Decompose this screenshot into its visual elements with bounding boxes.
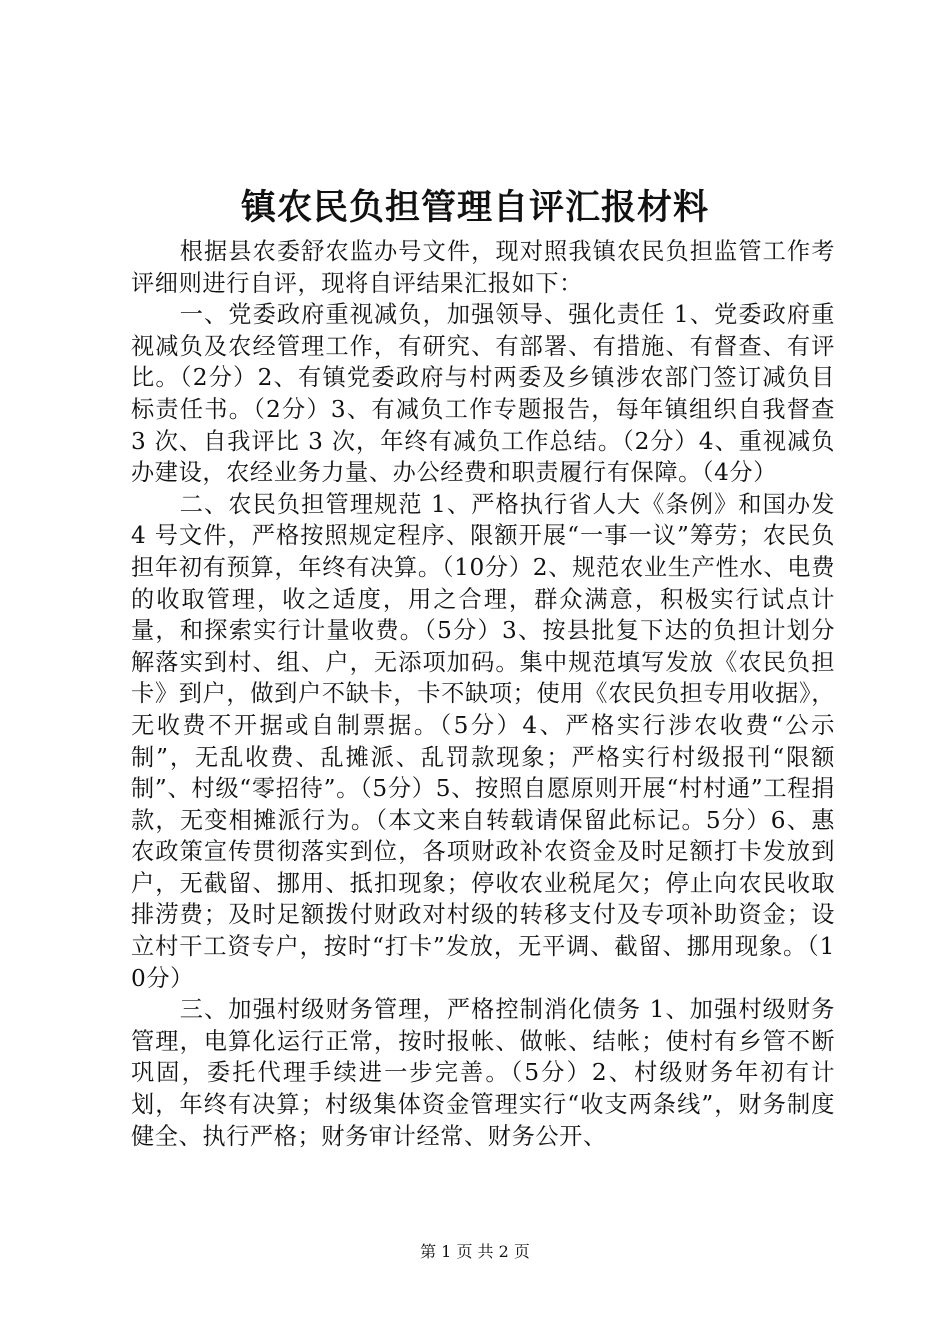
paragraph-section-1: 一、党委政府重视减负，加强领导、强化责任 1、党委政府重视减负及农经管理工作，有研究、有部署、有措施、有督查、有评比。（2分）2、有镇党委政府与村两委及乡镇涉农部门签订减负目标责任书。（2分）3、有减负工作专题报告，每年镇组织自我督查 3 次、自我评比 3 次，年终有减负工作总结。（2分）4、重视减负办建设，农经业务力量、办公经费和职责履行有保障。（4分） <box>131 301 835 487</box>
page-footer: 第 1 页 共 2 页 <box>420 1242 530 1261</box>
paragraph-intro: 根据县农委舒农监办号文件，现对照我镇农民负担监管工作考评细则进行自评，现将自评结果汇报如下： <box>131 238 835 297</box>
paragraph-section-2: 二、农民负担管理规范 1、严格执行省人大《条例》和国办发 4 号文件，严格按照规定程序、限额开展“一事一议”筹劳；农民负担年初有预算，年终有决算。（10分）2、规范农业生产性水、电费的收取管理，收之适度，用之合理，群众满意，积极实行试点计量，和探索实行计量收费。（5分）3、按县批复下达的负担计划分解落实到村、组、户，无添项加码。集中规范填写发放《农民负担卡》到户，做到户不缺卡，卡不缺项；使用《农民负担专用收据》，无收费不开据或自制票据。（5分）4、严格实行涉农收费“公示制”，无乱收费、乱摊派、乱罚款现象；严格实行村级报刊“限额制”、村级“零招待”。（5分）5、按照自愿原则开展“村村通”工程捐款，无变相摊派行为。（本文来自转载请保留此标记。5分）6、惠农政策宣传贯彻落实到位，各项财政补农资金及时足额打卡发放到户，无截留、挪用、抵扣现象；停收农业税尾欠；停止向农民收取排涝费；及时足额拨付财政对村级的转移支付及专项补助资金；设立村干工资专户，按时“打卡”发放，无平调、截留、挪用现象。（10分） <box>131 490 835 992</box>
paragraph-section-3: 三、加强村级财务管理，严格控制消化债务 1、加强村级财务管理，电算化运行正常，按时报帐、做帐、结帐；使村有乡管不断巩固，委托代理手续进一步完善。（5分）2、村级财务年初有计划，年终有决算；村级集体资金管理实行“收支两条线”，财务制度健全、执行严格；财务审计经常、财务公开、 <box>131 996 835 1150</box>
document-title: 镇农民负担管理自评汇报材料 <box>240 187 709 228</box>
document-body <box>131 236 835 1152</box>
